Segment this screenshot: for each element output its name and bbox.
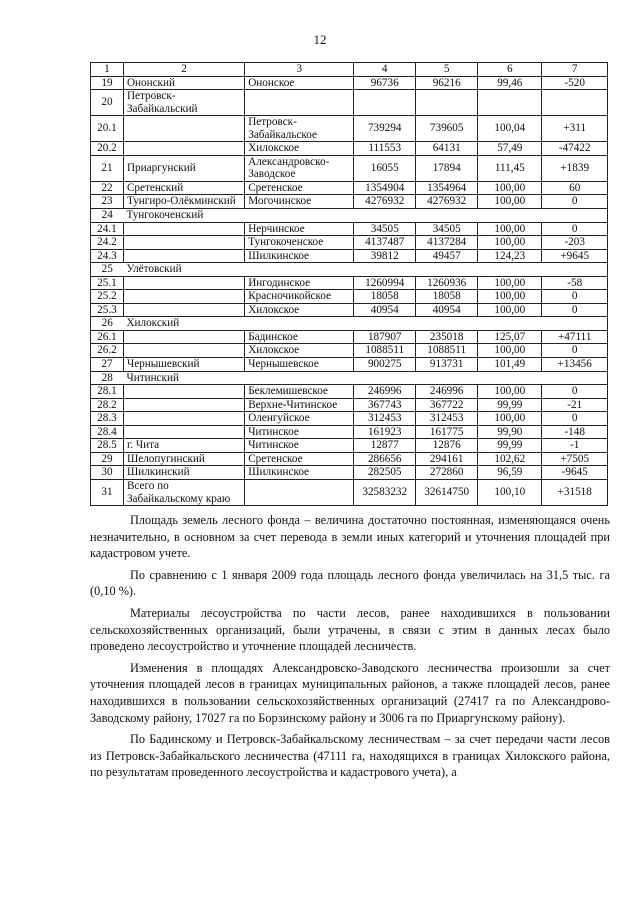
forestry-cell: Хилокское [245,303,354,317]
table-row [91,358,608,372]
v2-cell: 12876 [416,439,478,453]
v2-cell: 18058 [416,290,478,304]
header-cell: 2 [123,63,244,77]
pct-cell: 102,62 [478,452,542,466]
paragraph: Площадь земель лесного фонда – величина достаточно постоянная, изменяющаяся очень незначительно, в основном за счет перевода в земли иных категорий и уточнения площадей при кадастровом учете. [90,513,610,561]
v2-cell [416,90,478,116]
paragraph: Изменения в площадях Александровско-Заводского лесничества произошли за счет уточнения площадей лесов в границах муниципальных районов, а также площадей лесов, ранее находившихся в пользовании сельскохозяйственных организаций (27417 га по Александрово-Заводскому району, 17027 га по Борзинскому району и 3006 га по Приаргунскому району). [90,660,610,725]
row-number-cell: 24.2 [91,236,124,250]
table-row [91,425,608,439]
v1-cell: 34505 [354,222,416,236]
v1-cell: 40954 [354,303,416,317]
v2-cell: 64131 [416,142,478,156]
diff-cell: 0 [542,385,608,399]
forestry-cell: Петровск-Забайкальское [245,116,354,142]
v1-cell: 39812 [354,249,416,263]
district-cell: Сретенский [123,181,244,195]
row-number-cell: 20.2 [91,142,124,156]
table-row [91,303,608,317]
pct-cell: 100,00 [478,344,542,358]
forestry-cell: Шилкинское [245,249,354,263]
row-number-cell: 28.3 [91,412,124,426]
forestry-cell: Читинское [245,439,354,453]
v2-cell: 294161 [416,452,478,466]
v2-cell: 312453 [416,412,478,426]
diff-cell: +1839 [542,155,608,181]
district-cell: Тунгиро-Олёкминский [123,195,244,209]
row-number-cell: 26 [91,317,124,331]
row-number-cell: 27 [91,358,124,372]
pct-cell: 100,00 [478,181,542,195]
table-row [91,249,608,263]
pct-cell: 100,00 [478,290,542,304]
v1-cell: 187907 [354,330,416,344]
pct-cell: 99,99 [478,398,542,412]
pct-cell: 111,45 [478,155,542,181]
v2-cell: 272860 [416,466,478,480]
forestry-cell: Бадинское [245,330,354,344]
diff-cell: -148 [542,425,608,439]
paragraph: По сравнению с 1 января 2009 года площадь лесного фонда увеличилась на 31,5 тыс. га (0,10 %). [90,567,610,599]
district-cell [123,385,244,399]
diff-cell [542,90,608,116]
v1-cell: 32583232 [354,479,416,505]
pct-cell: 100,10 [478,479,542,505]
row-number-cell: 23 [91,195,124,209]
v2-cell: 49457 [416,249,478,263]
header-cell: 5 [416,63,478,77]
table-row [91,155,608,181]
district-cell [123,276,244,290]
pct-cell: 99,46 [478,76,542,90]
row-number-cell: 24.1 [91,222,124,236]
v2-cell: 739605 [416,116,478,142]
diff-cell: +7505 [542,452,608,466]
diff-cell: -58 [542,276,608,290]
table-row [91,276,608,290]
forestry-cell: Беклемишевское [245,385,354,399]
v1-cell: 367743 [354,398,416,412]
v1-cell: 4276932 [354,195,416,209]
row-number-cell: 24.3 [91,249,124,263]
header-cell: 3 [245,63,354,77]
district-cell [123,222,244,236]
forestry-cell: Оленгуйское [245,412,354,426]
page-number: 12 [313,32,327,47]
v2-cell: 913731 [416,358,478,372]
v1-cell: 16055 [354,155,416,181]
pct-cell: 99,99 [478,439,542,453]
forestry-cell: Хилокское [245,142,354,156]
table-row [91,236,608,250]
v1-cell: 161923 [354,425,416,439]
table-row [91,209,608,223]
pct-cell: 100,00 [478,412,542,426]
table-row [91,116,608,142]
v2-cell: 1354964 [416,181,478,195]
row-number-cell: 21 [91,155,124,181]
district-cell [123,425,244,439]
district-cell [123,249,244,263]
row-number-cell: 30 [91,466,124,480]
diff-cell: +47111 [542,330,608,344]
row-number-cell: 25.2 [91,290,124,304]
district-cell: Ононский [123,76,244,90]
diff-cell: 0 [542,222,608,236]
v2-cell: 40954 [416,303,478,317]
forestry-cell: Читинское [245,425,354,439]
table-row [91,385,608,399]
v1-cell: 4137487 [354,236,416,250]
district-cell: Шилкинский [123,466,244,480]
v1-cell: 282505 [354,466,416,480]
pct-cell: 57,49 [478,142,542,156]
table-row [91,142,608,156]
row-number-cell: 24 [91,209,124,223]
diff-cell: -9645 [542,466,608,480]
row-number-cell: 28 [91,371,124,385]
v2-cell: 17894 [416,155,478,181]
forestry-cell: Нерчинское [245,222,354,236]
table-row [91,290,608,304]
v2-cell: 1260936 [416,276,478,290]
row-number-cell: 28.5 [91,439,124,453]
table-row [91,412,608,426]
diff-cell: 0 [542,344,608,358]
row-number-cell: 25.3 [91,303,124,317]
table-row [91,317,608,331]
district-cell: Улётовский [123,263,607,277]
table-row [91,181,608,195]
v2-cell: 246996 [416,385,478,399]
v2-cell: 32614750 [416,479,478,505]
forestry-cell [245,479,354,505]
district-cell [123,398,244,412]
row-number-cell: 31 [91,479,124,505]
district-cell: Приаргунский [123,155,244,181]
pct-cell: 100,00 [478,222,542,236]
forestry-cell: Александровско-Заводское [245,155,354,181]
forestry-cell: Ингодинское [245,276,354,290]
v1-cell: 12877 [354,439,416,453]
table-row [91,452,608,466]
forestry-cell: Тунгокоченское [245,236,354,250]
forestry-cell: Ононское [245,76,354,90]
table-row [91,195,608,209]
pct-cell: 101,49 [478,358,542,372]
pct-cell: 100,00 [478,276,542,290]
diff-cell: 0 [542,412,608,426]
paragraph: По Бадинскому и Петровск-Забайкальскому лесничествам – за счет передачи части лесов из Петровск-Забайкальского лесничества (47111 га, находящихся в границах Хилокского района, по результатам проведенного лесоустройства и кадастрового учета), а [90,732,610,780]
body-text [90,512,610,786]
v2-cell: 367722 [416,398,478,412]
district-cell [123,412,244,426]
forestry-cell: Верхне-Читинское [245,398,354,412]
table-row [91,439,608,453]
diff-cell: 0 [542,303,608,317]
pct-cell [478,90,542,116]
district-cell: Тунгокоченский [123,209,607,223]
district-cell: Шелопугинский [123,452,244,466]
district-cell [123,142,244,156]
v2-cell: 96216 [416,76,478,90]
diff-cell: 0 [542,290,608,304]
v1-cell [354,90,416,116]
header-cell: 7 [542,63,608,77]
district-cell [123,344,244,358]
forestry-cell: Могочинское [245,195,354,209]
row-number-cell: 25.1 [91,276,124,290]
diff-cell: +9645 [542,249,608,263]
table-row [91,90,608,116]
district-cell [123,303,244,317]
row-number-cell: 19 [91,76,124,90]
v2-cell: 235018 [416,330,478,344]
row-number-cell: 20 [91,90,124,116]
pct-cell: 124,23 [478,249,542,263]
district-cell: Читинский [123,371,607,385]
v1-cell: 246996 [354,385,416,399]
row-number-cell: 22 [91,181,124,195]
row-number-cell: 20.1 [91,116,124,142]
v1-cell: 286656 [354,452,416,466]
forestry-cell [245,90,354,116]
diff-cell: 60 [542,181,608,195]
pct-cell: 100,00 [478,195,542,209]
table-row [91,76,608,90]
row-number-cell: 26.1 [91,330,124,344]
diff-cell: 0 [542,195,608,209]
forestry-cell: Красночикойское [245,290,354,304]
table-row [91,263,608,277]
district-cell: Всего по Забайкальскому краю [123,479,244,505]
v1-cell: 1088511 [354,344,416,358]
pct-cell: 96,59 [478,466,542,480]
table-row [91,371,608,385]
forest-area-table-body [91,63,608,506]
table-header-row [91,63,608,77]
pct-cell: 100,00 [478,236,542,250]
v2-cell: 4276932 [416,195,478,209]
district-cell: Хилокский [123,317,607,331]
forestry-cell: Хилокское [245,344,354,358]
paragraph: Материалы лесоустройства по части лесов, ранее находившихся в пользовании сельскохозяйственных организаций, были утрачены, в связи с этим в данных лесах было проведено лесоустройство и уточнение площадей лесничеств. [90,605,610,654]
row-number-cell: 26.2 [91,344,124,358]
diff-cell: -520 [542,76,608,90]
pct-cell: 100,00 [478,303,542,317]
v1-cell: 1354904 [354,181,416,195]
diff-cell: -1 [542,439,608,453]
pct-cell: 100,04 [478,116,542,142]
district-cell [123,116,244,142]
forest-area-table [90,62,608,506]
table-row [91,479,608,505]
header-cell: 1 [91,63,124,77]
pct-cell: 100,00 [478,385,542,399]
forestry-cell: Сретенское [245,452,354,466]
v1-cell: 18058 [354,290,416,304]
diff-cell: -21 [542,398,608,412]
diff-cell: +311 [542,116,608,142]
v1-cell: 1260994 [354,276,416,290]
table-row [91,344,608,358]
v1-cell: 111553 [354,142,416,156]
forestry-cell: Сретенское [245,181,354,195]
v2-cell: 1088511 [416,344,478,358]
table-row [91,330,608,344]
district-cell [123,330,244,344]
district-cell [123,236,244,250]
v1-cell: 900275 [354,358,416,372]
header-cell: 6 [478,63,542,77]
district-cell [123,290,244,304]
row-number-cell: 28.1 [91,385,124,399]
header-cell: 4 [354,63,416,77]
table-row [91,466,608,480]
v2-cell: 4137284 [416,236,478,250]
v1-cell: 312453 [354,412,416,426]
v2-cell: 34505 [416,222,478,236]
row-number-cell: 29 [91,452,124,466]
v2-cell: 161775 [416,425,478,439]
v1-cell: 739294 [354,116,416,142]
district-cell: Чернышевский [123,358,244,372]
forestry-cell: Чернышевское [245,358,354,372]
forestry-cell: Шилкинское [245,466,354,480]
v1-cell: 96736 [354,76,416,90]
district-cell: Петровск-Забайкальский [123,90,244,116]
row-number-cell: 25 [91,263,124,277]
diff-cell: -47422 [542,142,608,156]
table-row [91,222,608,236]
row-number-cell: 28.2 [91,398,124,412]
row-number-cell: 28.4 [91,425,124,439]
pct-cell: 125,07 [478,330,542,344]
diff-cell: +13456 [542,358,608,372]
district-cell: г. Чита [123,439,244,453]
pct-cell: 99,90 [478,425,542,439]
table-row [91,398,608,412]
diff-cell: -203 [542,236,608,250]
diff-cell: +31518 [542,479,608,505]
